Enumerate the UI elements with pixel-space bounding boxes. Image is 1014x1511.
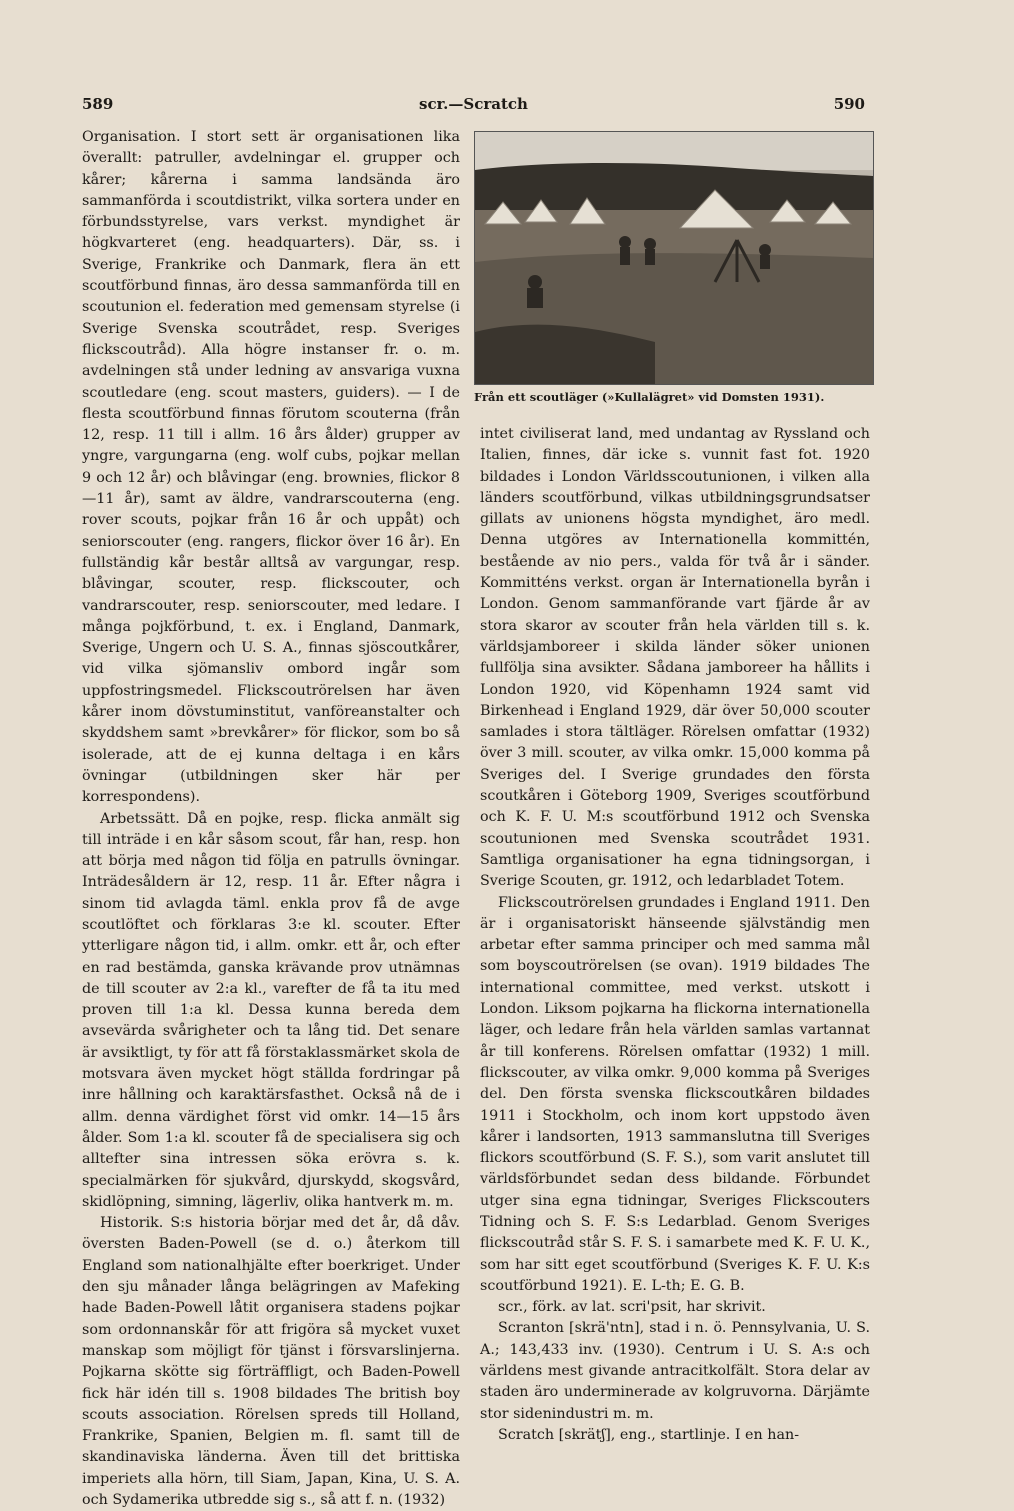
page-header: [82, 95, 865, 117]
scout-camp-photo: [474, 131, 874, 385]
paragraph-world-union: intet civiliserat land, med undantag av Ryssland och Italien, finnes, där icke s. vunnit fast fot. 1920 bildades i London Världsscoutunionen, i vilken alla länders scoutförbund, vilkas utbildningsgrundsatser gillats av unionens högsta myndighet, äro medl. Denna utgöres av Internationella kommittén, bestående av nio pers., valda för två år i sänder. Kommitténs verkst. organ är Internationella byrån i London. Genom sammanförande vart fjärde år av stora skaror av scouter från hela världen till s. k. världsjamboreer i skilda länder söker unionen fullfölja sina avsikter. Sådana jamboreer ha hållits i London 1920, vid Köpenhamn 1924 samt vid Birkenhead i England 1929, där över 50,000 scouter samlades i stora tältläger. Rörelsen omfattar (1932) över 3 mill. scouter, av vilka omkr. 15,000 komma på Sveriges del. I Sverige grundades den första scoutkåren i Göteborg 1909, Sveriges scoutförbund och K. F. U. M:s scoutförbund 1912 och Svenska scoutunionen med Svenska scoutrådet 1931. Samtliga organisationer ha egna tidningsorgan, i Sverige Scouten, gr. 1912, och ledarbladet Totem.: [480, 426, 870, 890]
page-number-left: 589: [82, 95, 114, 113]
scout-camp-illustration: [475, 132, 873, 384]
paragraph-historik: Historik. S:s historia börjar med det år, då dåv. översten Baden-Powell (se d. o.) återkom till England som nationalhjälte efter boerkriget. Under den sju månader långa belägringen av Mafeking hade Baden-Powell låtit organisera stadens pojkar som ordonnanskår för att frigöra så mycket vuxet manskap som möjligt för tjänst i försvarslinjerna. Pojkarna skötte sig förträffligt, och Baden-Powell fick här idén till s. 1908 bildades The british boy scouts association. Rörelsen spreds till Holland, Frankrike, Spanien, Belgien m. fl. samt till de skandinaviska länderna. Även till det brittiska imperiets alla hörn, till Siam, Japan, Kina, U. S. A. och Sydamerika utbredde sig s., så att f. n. (1932): [82, 1215, 460, 1508]
photo-caption: Från ett scoutläger (»Kullalägret» vid Domsten 1931).: [474, 390, 825, 404]
right-column-text: [480, 424, 870, 1446]
page-number-right: 590: [833, 95, 865, 113]
paragraph-organisation: Organisation. I stort sett är organisationen lika överallt: patruller, avdelningar el. grupper och kårer; kårerna i samma landsända äro sammanförda i scoutdistrikt, vilka sortera under en förbundsstyrelse, vars verkst. myndighet är högkvarteret (eng. headquarters). Där, ss. i Sverige, Frankrike och Danmark, flera än ett scoutförbund finnas, äro dessa sammanförda till en scoutunion el. federation med gemensam styrelse (i Sverige Svenska scoutrådet, resp. Sveriges flickscoutråd). Alla högre instanser fr. o. m. avdelningen stå under ledning av ansvariga vuxna scoutledare (eng. scout masters, guiders). — I de flesta scoutförbund finnas förutom scouterna (från 12, resp. 11 till i allm. 16 års ålder) grupper av yngre, vargungarna (eng. wolf cubs, pojkar mellan 9 och 12 år) och blåvingar (eng. brownies, flickor 8—11 år), samt av äldre, vandrarscouterna (eng. rover scouts, pojkar från 16 år och uppåt) och seniorscouter (eng. rangers, flickor över 16 år). En fullständig kår består alltså av vargungar, resp. blåvingar, scouter, resp. flickscouter, och vandrarscouter, resp. seniorscouter, med ledare. I många pojkförbund, t. ex. i England, Danmark, Sverige, Ungern och U. S. A., finnas sjöscoutkårer, vid vilka sjömansliv ombord ingår som uppfostringsmedel. Flickscoutrörelsen har även kårer inom dövstuminstitut, vanföreanstalter och skyddshem samt »brevkårer» för flickor, som bo så isolerade, att de ej kunna deltaga i en kårs övningar (utbildningen sker här per korrespondens).: [82, 129, 460, 806]
entry-scr: scr., förk. av lat. scri'psit, har skrivit.: [498, 1299, 766, 1316]
paragraph-arbetssatt: Arbetssätt. Då en pojke, resp. flicka anmält sig till inträde i en kår såsom scout, får han, resp. hon att börja med någon tid följa en patrulls övningar. Inträdesåldern är 12, resp. 11 år. Efter några i sinom tid avlagda täml. enkla prov få de avge scoutlöftet och förklaras 3:e kl. scouter. Efter ytterligare någon tid, i allm. omkr. ett år, och efter en rad bestämda, ganska krävande prov utnämnas de till scouter av 2:a kl., varefter de få ta itu med proven till 1:a kl. Dessa kunna bereda dem avsevärda svårigheter och ta lång tid. Det senare är avsiktligt, ty för att få förstaklassmärket skola de motsvara även mycket högt ställda fordringar på inre hållning och karaktärsfasthet. Också nå de i allm. denna värdighet först vid omkr. 14—15 års ålder. Som 1:a kl. scouter få de specialisera sig och alltefter sina intressen söka erövra s. k. specialmärken för sjukvård, djurskydd, skogsvård, skidlöpning, simning, lägerliv, olika hantverk m. m.: [82, 810, 460, 1210]
left-column: [82, 127, 460, 1511]
paragraph-flickscout: Flickscoutrörelsen grundades i England 1911. Den är i organisatoriskt hänseende självständig men arbetar efter samma principer och med samma mål som boyscoutrörelsen (se ovan). 1919 bildades The international committee, med verkst. utskott i London. Liksom pojkarna ha flickorna internationella läger, och ledare från hela världen samlas vartannat år till konferens. Rörelsen omfattar (1932) 1 mill. flickscouter, av vilka omkr. 9,000 komma på Sveriges del. Den första svenska flickscoutkåren bildades 1911 i Stockholm, och inom kort uppstodo även kårer i landsorten, 1913 sammanslutna till Sveriges flickors scoutförbund (S. F. S.), som varit anslutet till världsförbundet sedan dess bildande. Förbundet utger sina egna tidningar, Sveriges Flickscouters Tidning och S. F. S:s Ledarblad. Genom Sveriges flickscoutråd står S. F. S. i samarbete med K. F. U. K., som har sitt eget scoutförbund (Sveriges K. F. U. K:s scoutförbund 1921). E. L-th; E. G. B.: [480, 894, 870, 1294]
entry-scratch: Scratch [skrätʃ], eng., startlinje. I en han-: [498, 1426, 800, 1443]
running-head: scr.—Scratch: [419, 95, 528, 113]
entry-scranton: Scranton [skrä'ntn], stad i n. ö. Pennsylvania, U. S. A.; 143,433 inv. (1930). Centrum i U. S. A:s och världens mest givande antracitkolfält. Stora delar av staden äro underminerade av kolgruvorna. Därjämte stor sidenindustri m. m.: [480, 1320, 870, 1422]
